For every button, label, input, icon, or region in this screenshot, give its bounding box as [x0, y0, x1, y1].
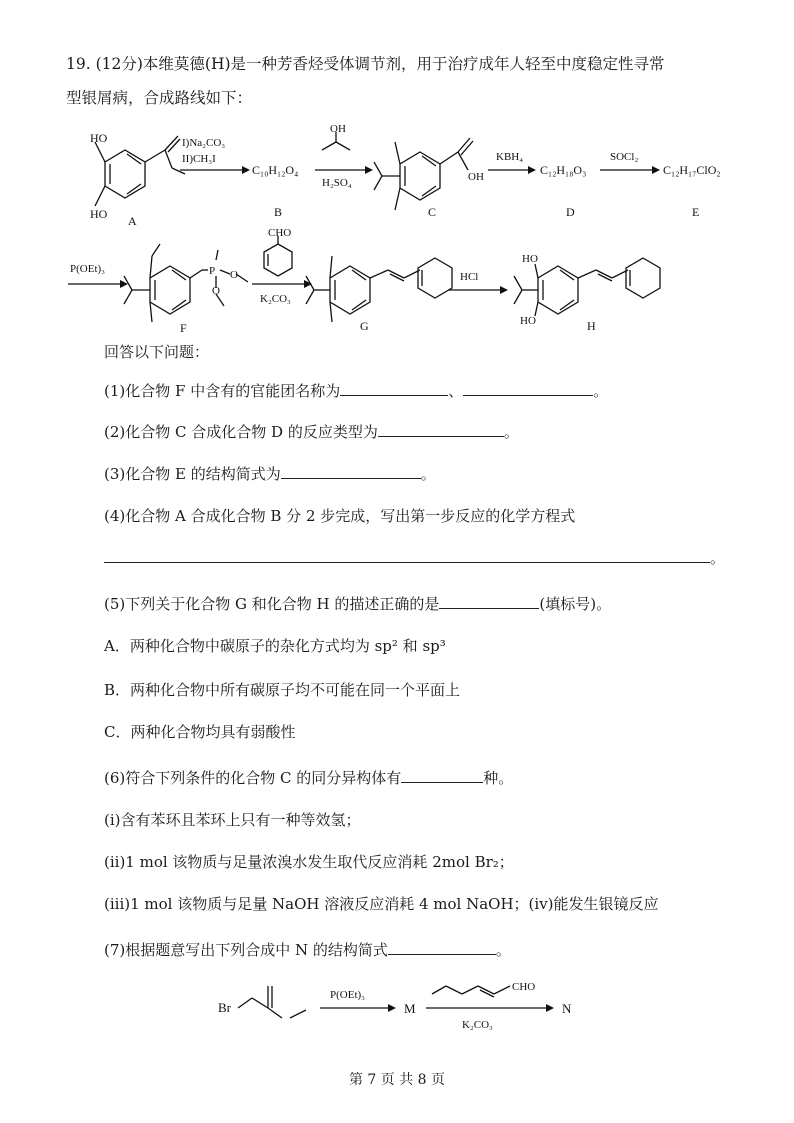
- bromoacetate-structure: [238, 986, 306, 1018]
- compound-f-structure: [124, 244, 248, 322]
- q7-end: 。: [495, 941, 511, 959]
- compound-h-label: H: [587, 319, 596, 333]
- compound-f-label: F: [180, 321, 187, 335]
- benzaldehyde-structure: [264, 236, 292, 276]
- condition-3: (iii)1 mol 该物质与足量 NaOH 溶液反应消耗 4 mol NaOH；(iv)能发生银镜反应: [104, 895, 659, 913]
- compound-a-label: A: [128, 214, 137, 228]
- q2-blank[interactable]: [378, 420, 504, 437]
- arrow7-reagent: HCl: [460, 271, 479, 283]
- f-atom-o2: O: [212, 285, 220, 297]
- compound-c-structure: [374, 138, 473, 210]
- q6-end: 种。: [483, 769, 514, 787]
- q1-text: (1)化合物 F 中含有的官能团名称为: [104, 382, 341, 400]
- compound-g-label: G: [360, 319, 369, 333]
- question-6: [104, 766, 513, 788]
- arrow2-oh: OH: [330, 123, 346, 135]
- question-7: [104, 938, 511, 960]
- q3-blank[interactable]: [281, 462, 421, 479]
- condition-1: (i)含有苯环且苯环上只有一种等效氢；: [104, 811, 361, 829]
- arrow4-reagent: SOCl₂: [610, 151, 639, 163]
- question-1: [104, 379, 608, 401]
- q7-text: (7)根据题意写出下列合成中 N 的结构简式: [104, 941, 388, 959]
- q1-blank-2[interactable]: [463, 379, 593, 396]
- answer-intro: 回答以下问题：: [104, 343, 210, 361]
- q2-text: (2)化合物 C 合成化合物 D 的反应类型为: [104, 423, 378, 441]
- question-header: 19. (12分)本维莫德(H)是一种芳香烃受体调节剂，用于治疗成年人轻至中度稳定性寻常: [66, 55, 665, 73]
- question-3: [104, 462, 436, 484]
- scheme-row2: [60, 226, 760, 336]
- question-2: [104, 420, 519, 442]
- q4-blank[interactable]: [104, 546, 710, 563]
- compound-b-formula: C₁₀H₁₂O₄: [252, 163, 299, 177]
- arrow3-reagent: KBH₄: [496, 151, 524, 163]
- compound-b-label: B: [274, 205, 283, 219]
- option-a: A．两种化合物中碳原子的杂化方式均为 sp² 和 sp³: [104, 637, 446, 655]
- compound-d-label: D: [566, 205, 575, 219]
- q5-end: (填标号)。: [539, 595, 612, 613]
- q5-text: (5)下列关于化合物 G 和化合物 H 的描述正确的是: [104, 595, 440, 613]
- arrow1-reagent1: I)Na₂CO₃: [182, 137, 226, 149]
- q1-blank-1[interactable]: [340, 379, 448, 396]
- h-atom-ho-top: HO: [522, 253, 538, 265]
- scheme2-arrow2-reagent: K₂CO₃: [462, 1019, 493, 1031]
- compound-e-label: E: [692, 205, 700, 219]
- arrow5-reagent: P(OEt)₃: [70, 263, 105, 275]
- a-atom-ho-bottom: HO: [90, 207, 108, 221]
- scheme-row1: [60, 118, 760, 228]
- a-atom-ho-top: HO: [90, 131, 108, 145]
- q4-end: 。: [710, 549, 726, 567]
- scheme2-arrow1-reagent: P(OEt)₃: [330, 989, 365, 1001]
- q7-blank[interactable]: [388, 938, 496, 955]
- c-atom-oh: OH: [468, 171, 484, 183]
- q5-blank[interactable]: [439, 592, 539, 609]
- page-footer: 第 7 页 共 8 页: [348, 1072, 446, 1088]
- q3-end: 。: [420, 465, 436, 483]
- option-b: B．两种化合物中所有碳原子均不可能在同一个平面上: [104, 681, 461, 699]
- q3-text: (3)化合物 E 的结构简式为: [104, 465, 281, 483]
- question-5: [104, 592, 611, 614]
- arrow6-cho: CHO: [268, 227, 292, 239]
- f-atom-p: P: [209, 265, 216, 277]
- compound-d-formula: C₁₂H₁₈O₃: [540, 163, 587, 177]
- compound-g-structure: [306, 256, 452, 322]
- option-c: C．两种化合物均具有弱酸性: [104, 723, 296, 741]
- q1-end: 。: [593, 382, 609, 400]
- q6-blank[interactable]: [401, 766, 483, 783]
- q6-text: (6)符合下列条件的化合物 C 的同分异构体有: [104, 769, 402, 787]
- question-4: (4)化合物 A 合成化合物 B 分 2 步完成，写出第一步反应的化学方程式: [104, 507, 576, 525]
- arrow2-reagent: H₂SO₄: [322, 177, 352, 189]
- q2-end: 。: [503, 423, 519, 441]
- question-header-line2: 型银屑病，合成路线如下：: [66, 89, 253, 107]
- pentenal-structure: [432, 986, 510, 997]
- compound-e-formula: C₁₂H₁₇ClO₂: [663, 163, 721, 177]
- scheme2-n: N: [562, 1001, 572, 1016]
- compound-a-structure: [95, 136, 185, 206]
- q1-sep: 、: [448, 382, 464, 400]
- compound-h-structure: [514, 258, 660, 316]
- h-atom-ho-bottom: HO: [520, 315, 536, 327]
- scheme-2: [210, 972, 600, 1044]
- arrow1-reagent2: II)CH₃I: [182, 153, 216, 165]
- arrow6-reagent: K₂CO₃: [260, 293, 291, 305]
- f-atom-o1: O: [230, 269, 238, 281]
- scheme2-m: M: [404, 1001, 416, 1016]
- scheme2-cho: CHO: [512, 981, 536, 993]
- condition-2: (ii)1 mol 该物质与足量浓溴水发生取代反应消耗 2mol Br₂；: [104, 853, 514, 871]
- scheme2-br: Br: [218, 1000, 231, 1015]
- compound-c-label: C: [428, 205, 437, 219]
- question-4-answer: [104, 546, 725, 568]
